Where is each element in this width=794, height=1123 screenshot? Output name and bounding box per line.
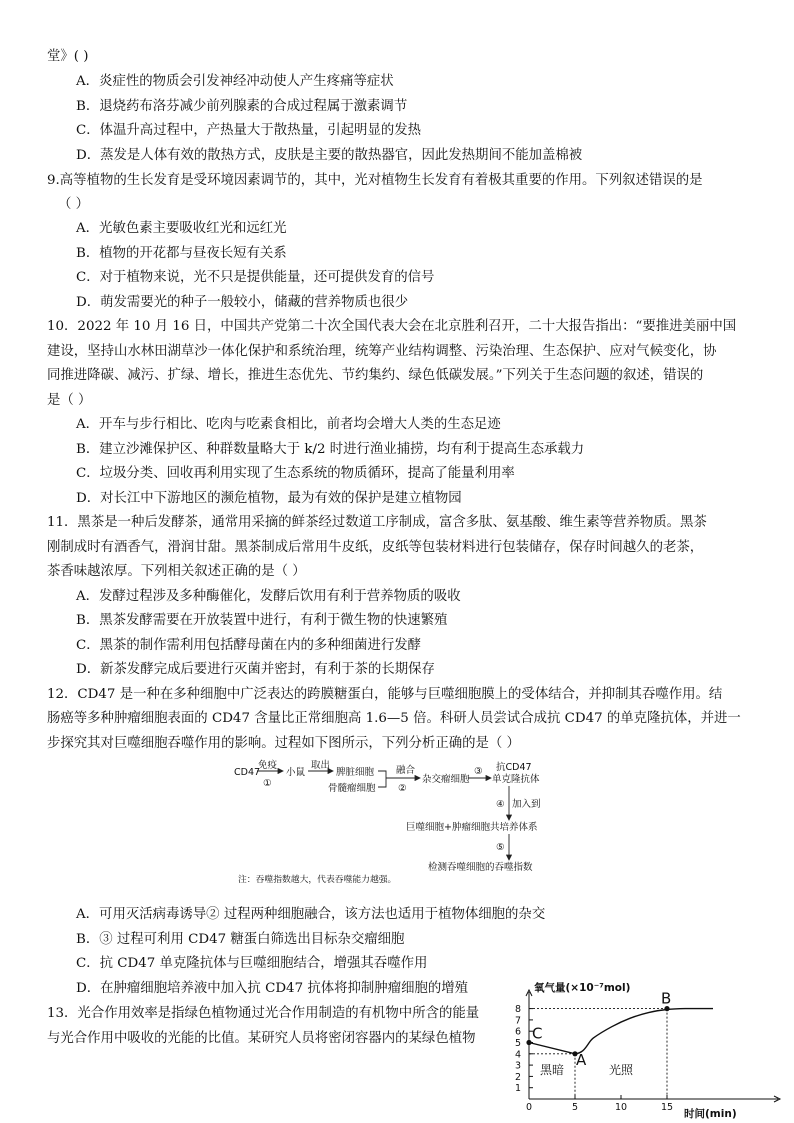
diagram-step-1: ①	[263, 778, 272, 789]
q11-option-c: C．黑茶的制作需利用包括酵母菌在内的多种细菌进行发酵	[76, 638, 422, 653]
point-c	[526, 1040, 531, 1045]
x-tick-label: 15	[660, 1102, 674, 1113]
diagram-fusion-bracket	[378, 771, 386, 787]
question-8-stem-tail: 堂》( )	[47, 49, 89, 64]
diagram-step-3: ③	[474, 766, 483, 777]
q12-stem-line-3: 步探究其对巨噬细胞吞噬作用的影响。过程如下图所示，下列分析正确的是（ ）	[47, 736, 520, 751]
q10-stem-line-4: 是（ ）	[47, 393, 92, 408]
y-axis-title: 氧气量(×10⁻⁷mol)	[534, 982, 631, 994]
q12-stem-line-1: 12．CD47 是一种在多种细胞中广泛表达的跨膜糖蛋白，能够与巨噬细胞膜上的受体结合，并抑制其吞噬作用。结	[47, 687, 723, 702]
q10-stem-line-2: 建设，坚持山水林田湖草沙一体化保护和系统治理，统筹产业结构调整、污染治理、生态保护、应对气候变化，协	[47, 344, 717, 359]
oxygen-chart	[500, 978, 786, 1120]
q12-option-b: B．③ 过程可利用 CD47 糖蛋白筛选出目标杂交瘤细胞	[76, 932, 405, 947]
diagram-immune-label: 免疫	[258, 760, 278, 771]
region-label-light: 光照	[608, 1063, 634, 1078]
q10-option-a: A．开车与步行相比、吃肉与吃素食相比，前者均会增大人类的生态足迹	[76, 417, 501, 432]
q10-stem-line-1: 10．2022 年 10 月 16 日，中国共产党第二十次全国代表大会在北京胜利召开，二十大报告指出：“要推进美丽中国	[47, 319, 737, 334]
diagram-add-label: 加入到	[512, 799, 541, 810]
y-tick-label: 2	[514, 1071, 521, 1083]
q13-stem-line-1: 13．光合作用效率是指绿色植物通过光合作用制造的有机物中所含的能量	[47, 1006, 480, 1021]
diagram-coculture: 巨噬细胞+肿瘤细胞共培养体系	[406, 822, 538, 833]
y-tick-label: 8	[514, 1004, 521, 1016]
q12-option-c: C．抗 CD47 单克隆抗体与巨噬细胞结合，增强其吞噬作用	[76, 956, 428, 971]
q11-stem-line-1: 11．黑茶是一种后发酵茶，通常用采摘的鲜茶经过数道工序制成，富含多肽、氨基酸、维生素等营养物质。黑茶	[47, 515, 707, 530]
q13-stem-line-2: 与光合作用中吸收的光能的比值。某研究人员将密闭容器内的某绿色植物	[47, 1031, 476, 1046]
y-tick-label: 4	[514, 1049, 521, 1061]
diagram-hybridoma: 杂交瘤细胞	[422, 774, 470, 785]
q10-option-c: C．垃圾分类、回收再利用实现了生态系统的物质循环，提高了能量利用率	[76, 466, 515, 481]
q8-option-d: D．蒸发是人体有效的散热方式，皮肤是主要的散热器官，因此发热期间不能加盖棉被	[76, 148, 583, 163]
diagram-mouse: 小鼠	[286, 767, 306, 778]
x-tick-label: 10	[614, 1102, 628, 1113]
q12-stem-line-2: 肠癌等多种肿瘤细胞表面的 CD47 含量比正常细胞高 1.6—5 倍。科研人员尝试合成抗 CD47 的单克隆抗体，并进一	[47, 711, 741, 726]
point-label-b: B	[661, 989, 672, 1008]
diagram-step-2: ②	[398, 783, 407, 794]
region-label-dark: 黑暗	[539, 1063, 565, 1078]
diagram-step-5: ⑤	[496, 842, 505, 853]
q8-option-c: C．体温升高过程中，产热量大于散热量，引起明显的发热	[76, 123, 422, 138]
y-tick-label: 5	[514, 1038, 521, 1049]
diagram-myeloma-cell: 骨髓瘤细胞	[328, 783, 376, 794]
x-tick-label: 0	[525, 1102, 533, 1113]
q10-option-b: B．建立沙滩保护区、种群数量略大于 k/2 时进行渔业捕捞，均有利于提高生态承载力	[76, 442, 585, 457]
diagram-detect: 检测吞噬细胞的吞噬指数	[428, 862, 533, 873]
x-tick-label: 5	[571, 1102, 579, 1113]
q11-stem-line-3: 茶香味越浓厚。下列相关叙述正确的是（ ）	[47, 564, 306, 579]
q11-option-d: D．新茶发酵完成后要进行灭菌并密封，有利于茶的长期保存	[76, 662, 435, 677]
x-axis-title: 时间(min)	[684, 1108, 737, 1120]
q11-stem-line-2: 刚制成时有酒香气，滑润甘甜。黑茶制成后常用牛皮纸，皮纸等包装材料进行包装储存，保存时间越久的老茶，	[47, 540, 704, 555]
q12-option-a: A．可用灭活病毒诱导② 过程两种细胞融合，该方法也适用于植物体细胞的杂交	[76, 907, 546, 922]
q9-stem-line-2: （ ）	[58, 197, 90, 212]
q8-option-a: A．炎症性的物质会引发神经冲动使人产生疼痛等症状	[76, 74, 394, 89]
oxygen-series-line	[529, 1009, 713, 1054]
diagram-extract-label: 取出	[311, 760, 331, 771]
q11-option-b: B．黑茶发酵需要在开放装置中进行，有利于微生物的快速繁殖	[76, 613, 448, 628]
point-label-c: C	[532, 1024, 543, 1043]
diagram-spleen-cell: 脾脏细胞	[336, 767, 375, 778]
q9-option-b: B．植物的开花都与昼夜长短有关系	[76, 246, 287, 261]
q10-stem-line-3: 同推进降碳、减污、扩绿、增长，推进生态优先、节约集约、绿色低碳发展。”下列关于生态问题的叙述，错误的	[47, 368, 704, 383]
diagram-antibody-line-1: 抗CD47	[496, 762, 532, 773]
y-tick-label: 1	[514, 1083, 521, 1095]
q8-option-b: B．退烧药布洛芬减少前列腺素的合成过程属于激素调节	[76, 99, 408, 114]
y-tick-label: 7	[514, 1015, 521, 1027]
diagram-note: 注：吞噬指数越大，代表吞噬能力越强。	[238, 875, 397, 885]
diagram-antibody-line-2: 单克隆抗体	[492, 774, 540, 785]
diagram-fuse-label: 融合	[396, 765, 416, 776]
q9-option-a: A．光敏色素主要吸收红光和远红光	[76, 221, 287, 236]
q12-flow-diagram	[228, 758, 548, 888]
q10-option-d: D．对长江中下游地区的濒危植物，最为有效的保护是建立植物园	[76, 491, 462, 506]
y-tick-label: 3	[514, 1060, 521, 1072]
diagram-cd47: CD47	[234, 767, 261, 778]
q12-option-d: D．在肿瘤细胞培养液中加入抗 CD47 抗体将抑制肿瘤细胞的增殖	[76, 981, 469, 996]
y-tick-label: 6	[514, 1026, 521, 1038]
q9-option-c: C．对于植物来说，光不只是提供能量，还可提供发育的信号	[76, 270, 435, 285]
point-label-a: A	[576, 1050, 587, 1069]
q11-option-a: A．发酵过程涉及多种酶催化，发酵后饮用有利于营养物质的吸收	[76, 589, 461, 604]
q9-stem-line-1: 9.高等植物的生长发育是受环境因素调节的，其中，光对植物生长发育有着极其重要的作用。下列叙述错误的是	[47, 173, 703, 188]
q9-option-d: D．萌发需要光的种子一般较小，储藏的营养物质也很少	[76, 295, 409, 310]
diagram-step-4: ④	[496, 799, 505, 810]
